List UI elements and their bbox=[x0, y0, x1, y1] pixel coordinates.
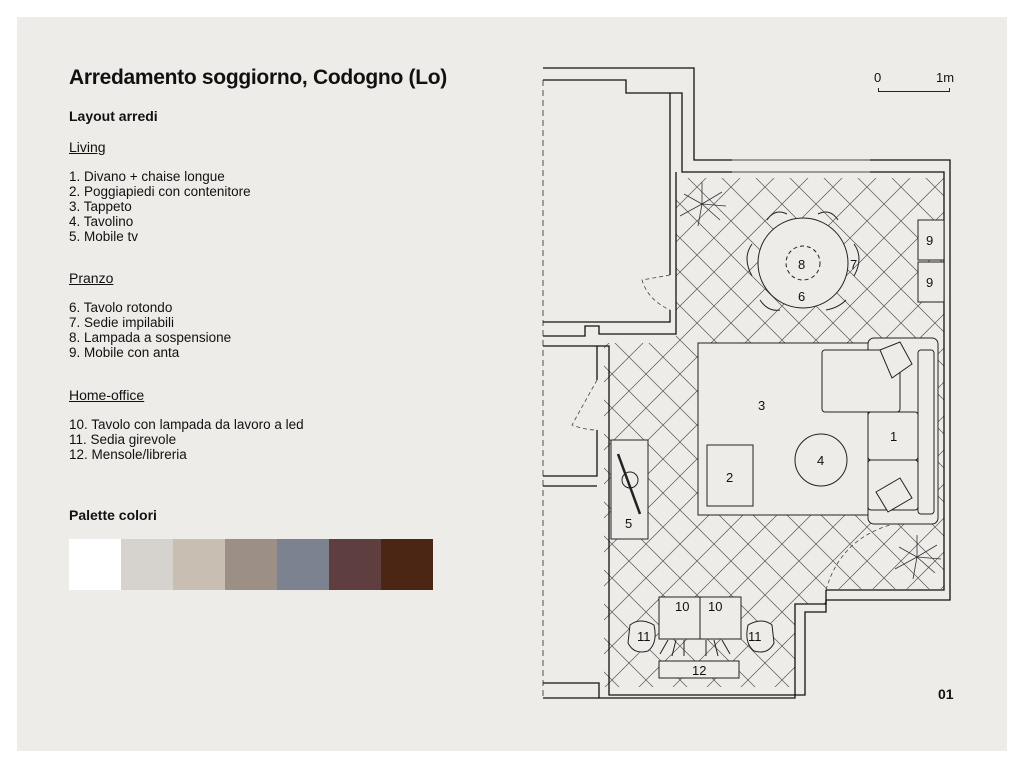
plan-label-7: 7 bbox=[850, 257, 858, 272]
page-title: Arredamento soggiorno, Codogno (Lo) bbox=[69, 66, 447, 89]
plan-label-11: 11 bbox=[748, 629, 762, 644]
list-item: 6. Tavolo rotondo bbox=[69, 300, 173, 315]
plan-label-3: 3 bbox=[758, 398, 766, 413]
plan-label-8: 8 bbox=[798, 257, 806, 272]
plan-label-9: 9 bbox=[926, 233, 934, 248]
plan-label-4: 4 bbox=[817, 453, 825, 468]
plan-label-10: 10 bbox=[708, 599, 723, 614]
living-area bbox=[698, 338, 938, 524]
plan-label-1: 1 bbox=[890, 429, 898, 444]
list-item: 11. Sedia girevole bbox=[69, 432, 177, 447]
list-item: 12. Mensole/libreria bbox=[69, 447, 187, 462]
list-item: 4. Tavolino bbox=[69, 214, 134, 229]
layout-subtitle: Layout arredi bbox=[69, 108, 158, 124]
plan-label-12: 12 bbox=[692, 663, 707, 678]
list-item: 9. Mobile con anta bbox=[69, 345, 180, 360]
plan-label-6: 6 bbox=[798, 289, 806, 304]
list-item: 8. Lampada a sospensione bbox=[69, 330, 232, 345]
palette-title: Palette colori bbox=[69, 507, 157, 523]
page-number: 01 bbox=[938, 686, 954, 702]
plan-label-10: 10 bbox=[675, 599, 690, 614]
plan-label-5: 5 bbox=[625, 516, 633, 531]
list-item: 5. Mobile tv bbox=[69, 229, 139, 244]
section-heading-living: Living bbox=[69, 139, 106, 155]
list-item: 1. Divano + chaise longue bbox=[69, 169, 225, 184]
section-heading-home-office: Home-office bbox=[69, 387, 145, 403]
plan-label-2: 2 bbox=[726, 470, 734, 485]
list-item: 2. Poggiapiedi con contenitore bbox=[69, 184, 251, 199]
scale-end-label: 1m bbox=[936, 70, 955, 85]
plan-label-11: 11 bbox=[637, 629, 651, 644]
plan-label-9: 9 bbox=[926, 275, 934, 290]
list-item: 10. Tavolo con lampada da lavoro a led bbox=[69, 417, 304, 432]
list-item: 7. Sedie impilabili bbox=[69, 315, 175, 330]
list-item: 3. Tappeto bbox=[69, 199, 132, 214]
scale-start-label: 0 bbox=[874, 70, 882, 85]
section-heading-pranzo: Pranzo bbox=[69, 270, 114, 286]
